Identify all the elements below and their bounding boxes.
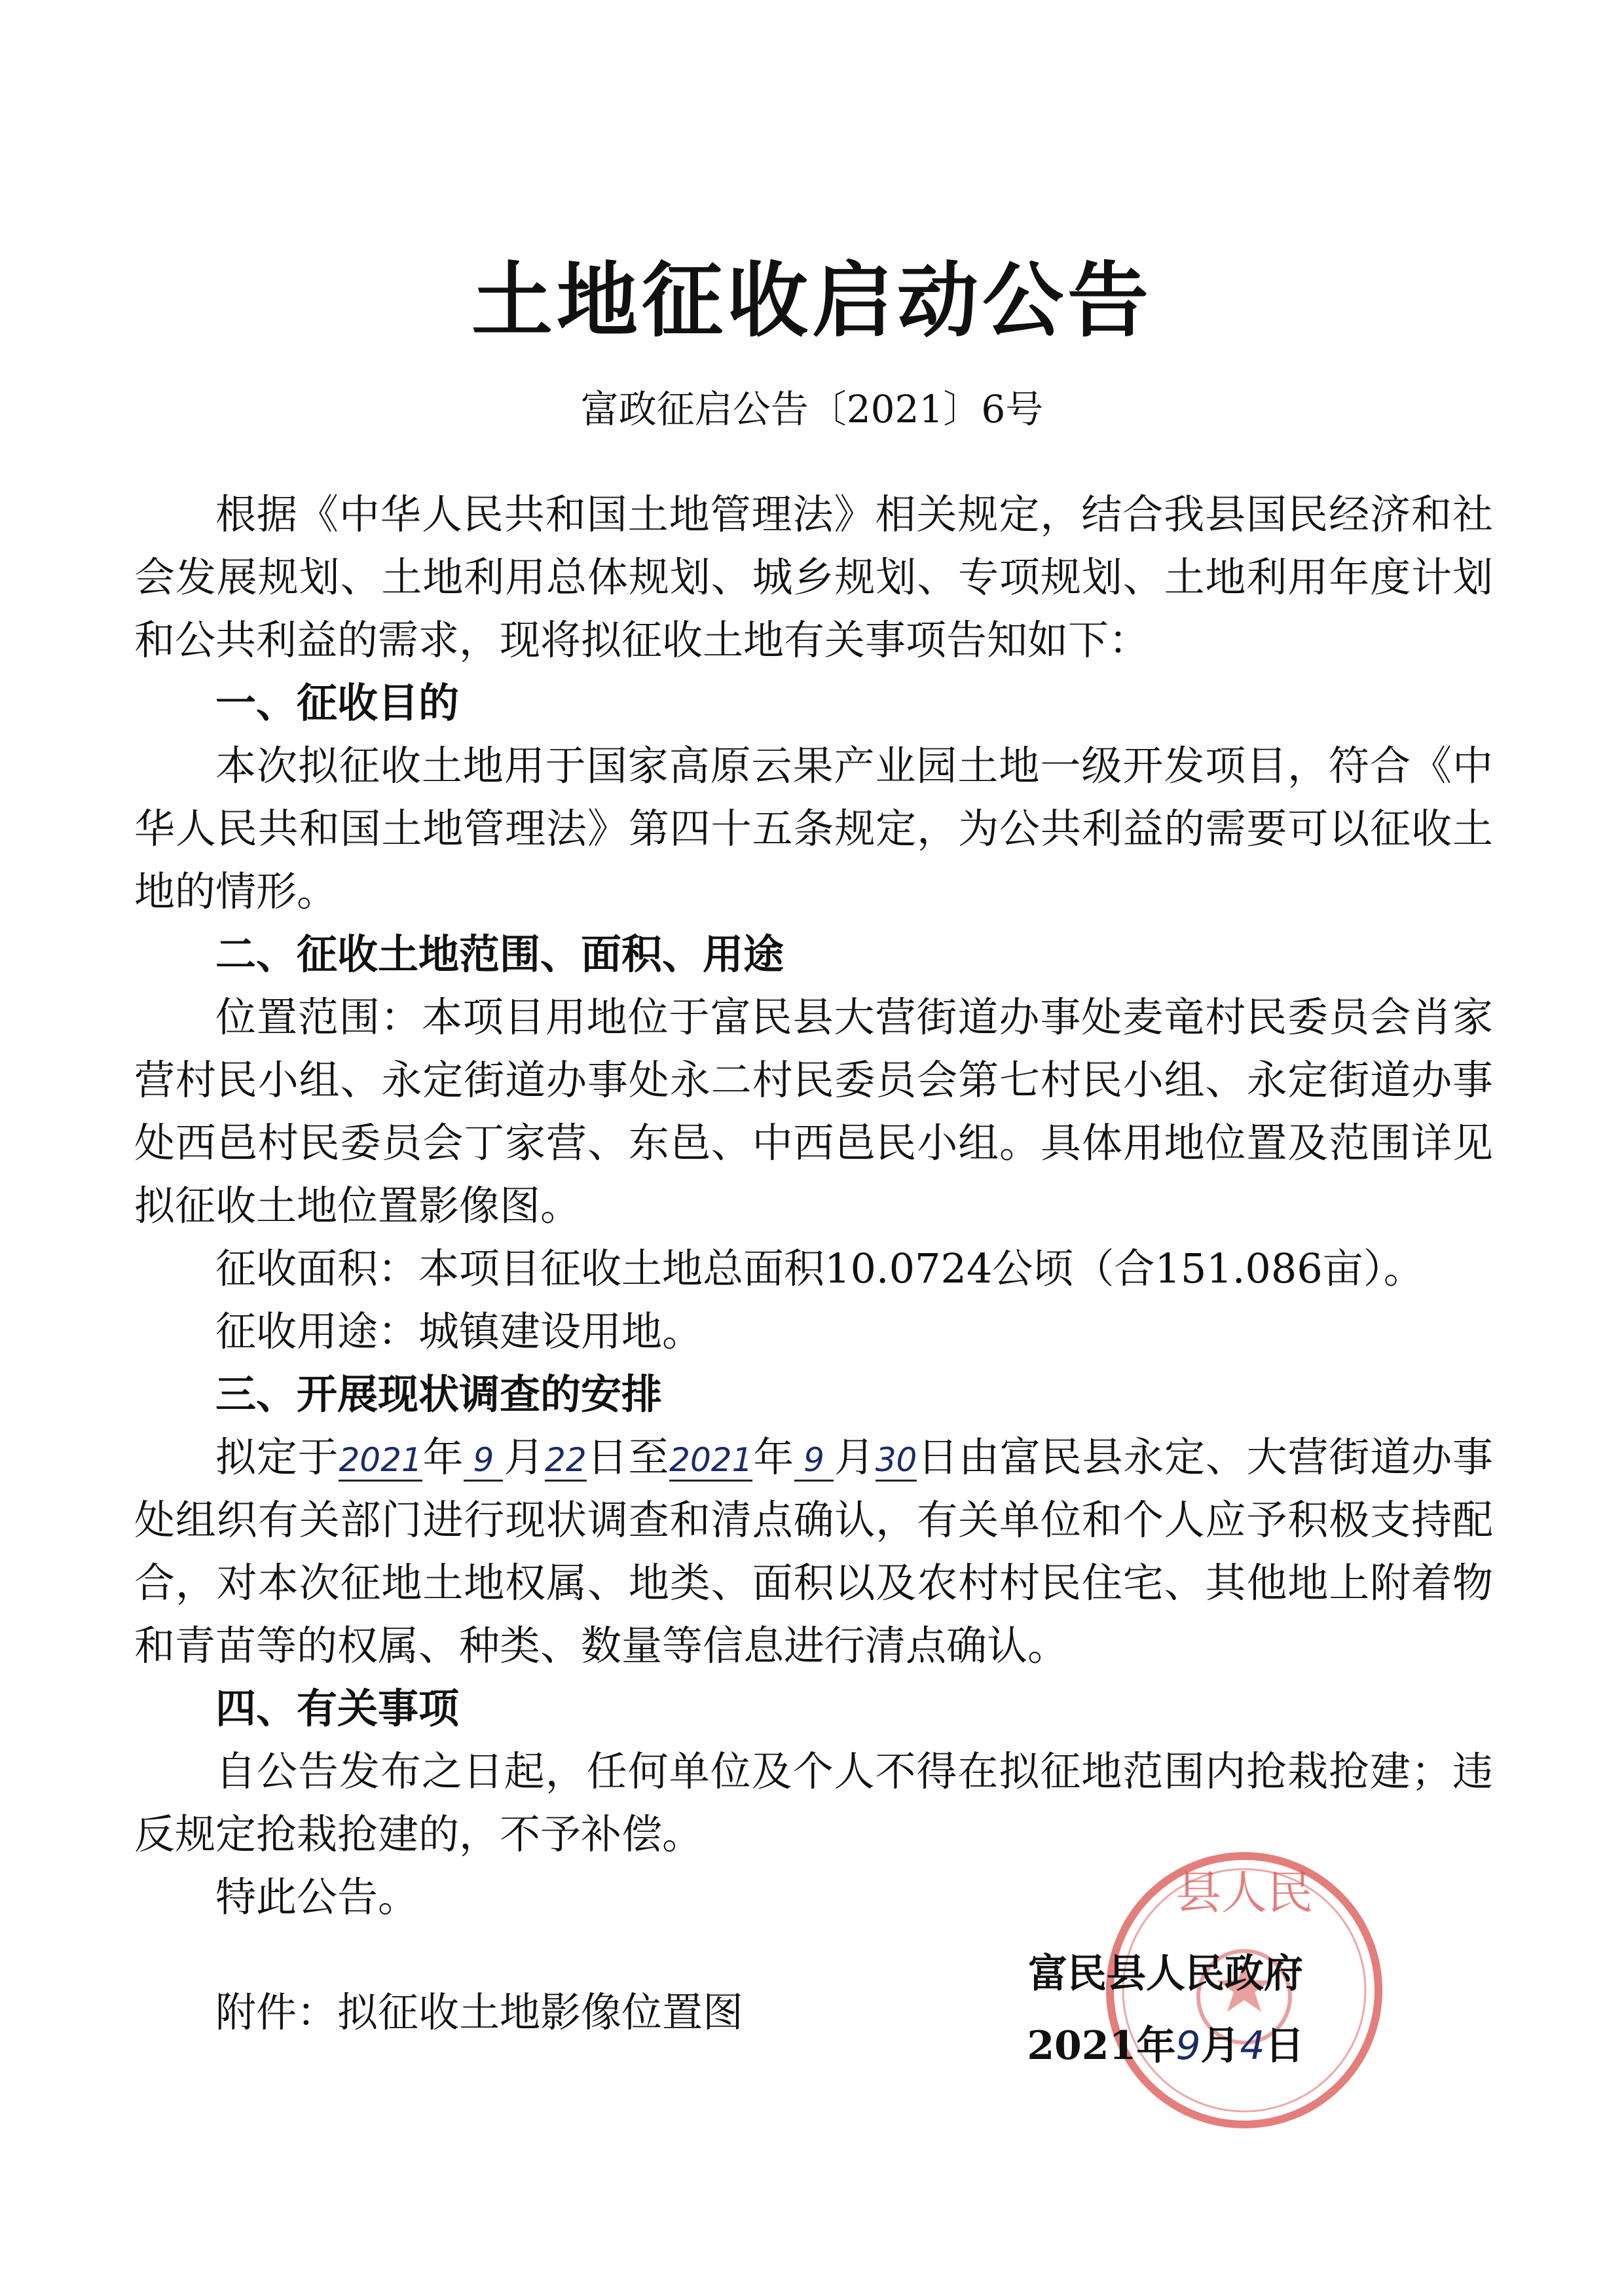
issuing-organization: 富民县人民政府 <box>1028 1951 1303 1997</box>
page-title: 土地征收启动公告 <box>471 253 1153 348</box>
section2-heading: 二、征收土地范围、面积、用途 <box>215 930 784 978</box>
end-month-unit: 月 <box>834 1433 876 1481</box>
survey-prefix: 拟定于 <box>215 1433 339 1481</box>
closing-text: 特此公告。 <box>215 1873 419 1921</box>
section2-location: 位置范围：本项目用地位于富民县大营街道办事处麦竜村民委员会肖家营村民小组、永定街道办事处永二村民委员会第七村民小组、永定街道办事处西邑村民委员会丁家营、东邑、中西邑民小组。具体用地位置及范围详见拟征收土地位置影像图。 <box>134 993 1493 1230</box>
issue-date <box>982 2010 1349 2082</box>
end-day-unit: 日 <box>917 1433 959 1481</box>
section1-heading: 一、征收目的 <box>215 679 460 727</box>
seal-text: 县人民 <box>1175 1866 1313 1920</box>
date-month-unit: 月 <box>1200 2023 1240 2069</box>
intro-paragraph: 根据《中华人民共和国土地管理法》相关规定，结合我县国民经济和社会发展规划、土地利用总体规划、城乡规划、专项规划、土地利用年度计划和公共利益的需求，现将拟征收土地有关事项告知如下： <box>134 490 1493 664</box>
handwritten-start-day: 22 <box>545 1440 587 1482</box>
section3-heading: 三、开展现状调查的安排 <box>215 1370 663 1418</box>
handwritten-start-year: 2021 <box>339 1440 422 1482</box>
end-year-unit: 年 <box>752 1433 795 1481</box>
date-day-unit: 日 <box>1264 2023 1304 2069</box>
handwritten-date-month: 9 <box>1175 2023 1201 2069</box>
start-day-unit: 日至 <box>586 1433 670 1481</box>
survey-rest: 由富民县永定、大营街道办事处组织有关部门进行现状调查和清点确认，有关单位和个人应予积极支持配合，对本次征地土地权属、地类、面积以及农村村民住宅、其他地上附着物和青苗等的权属、种类、数量等信息进行清点确认。 <box>134 1433 1493 1669</box>
handwritten-end-day: 30 <box>876 1440 917 1482</box>
section2-area: 征收面积：本项目征收土地总面积10.0724公顷（合151.086亩）。 <box>215 1245 1424 1292</box>
section1-text: 本次拟征收土地用于国家高原云果产业园土地一级开发项目，符合《中华人民共和国土地管理法》第四十五条规定，为公共利益的需要可以征收土地的情形。 <box>134 742 1493 915</box>
signature-block <box>982 1938 1349 2082</box>
date-year-unit: 年 <box>1136 2023 1176 2069</box>
notice-body <box>134 483 1493 2044</box>
section4-heading: 四、有关事项 <box>215 1685 460 1732</box>
start-month-unit: 月 <box>503 1433 545 1481</box>
date-year: 2021 <box>1027 2023 1137 2069</box>
handwritten-start-month: 9 <box>464 1440 503 1482</box>
section2-use: 征收用途：城镇建设用地。 <box>215 1307 703 1355</box>
handwritten-end-year: 2021 <box>669 1440 752 1482</box>
attachment-line: 附件：拟征收土地影像位置图 <box>215 1988 744 2036</box>
section3-text <box>134 1426 1493 1677</box>
handwritten-end-month: 9 <box>794 1440 834 1482</box>
start-year-unit: 年 <box>422 1433 464 1481</box>
handwritten-date-day: 4 <box>1240 2023 1265 2069</box>
section4-text: 自公告发布之日起，任何单位及个人不得在拟征地范围内抢栽抢建；违反规定抢栽抢建的，不予补偿。 <box>134 1747 1493 1858</box>
document-number: 富政征启公告〔2021〕6号 <box>580 387 1044 431</box>
